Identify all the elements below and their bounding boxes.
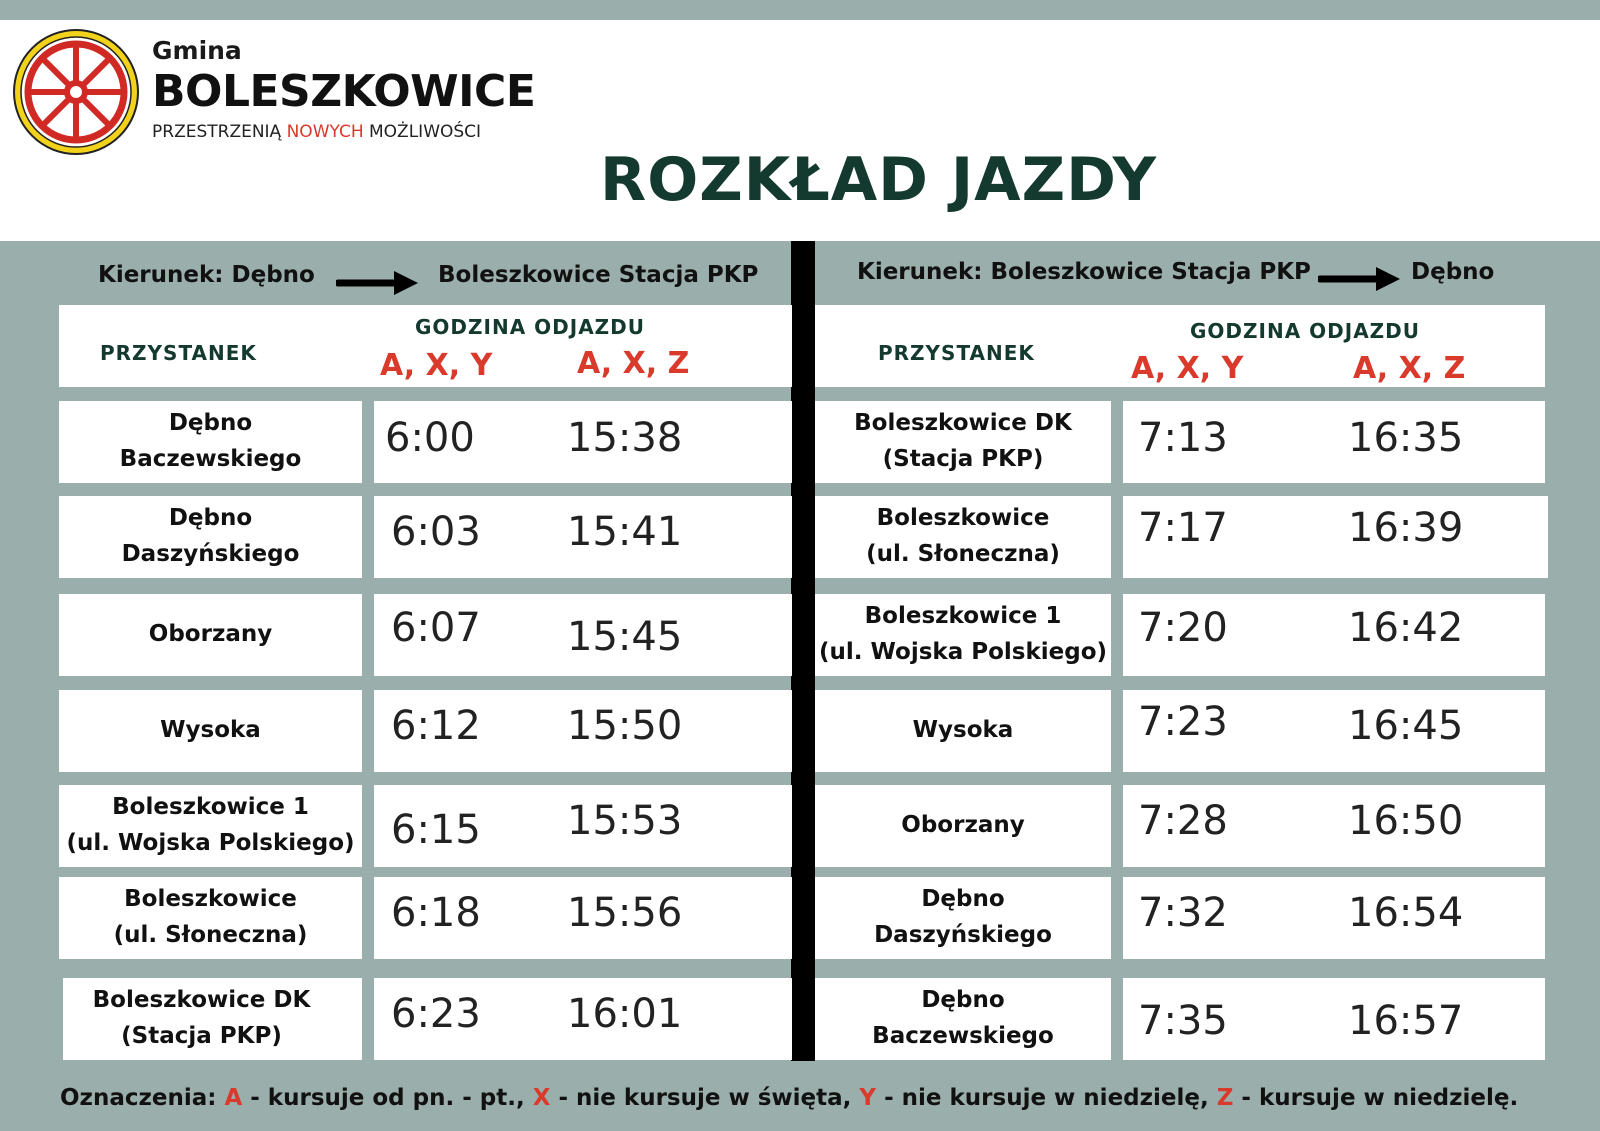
right-header-code2: A, X, Z [1353,351,1466,386]
tagline-part2: NOWYCH [286,122,364,142]
left-header-code2: A, X, Z [577,346,690,381]
right-time-6a: 7:32 [1138,890,1228,936]
left-time-2b: 15:41 [567,509,683,555]
left-time-7a: 6:23 [391,991,481,1037]
left-time-1b: 15:38 [567,415,683,461]
right-time-4a: 7:23 [1138,699,1228,745]
tagline-part1: PRZESTRZENIĄ [152,122,287,142]
right-stop-4: Wysoka [912,717,1014,744]
page-title: ROZKŁAD JAZDY [600,145,1158,215]
legend-text-a: - kursuje od pn. - pt., [242,1085,533,1111]
right-time-3a: 7:20 [1138,605,1228,651]
legend-code-x: X [532,1085,551,1111]
left-stop-5: Boleszkowice 1 (ul. Wojska Polskiego) [66,794,355,856]
right-time-7a: 7:35 [1138,998,1228,1044]
right-stop-6: Dębno Daszyńskiego [874,886,1052,948]
right-header-stop: PRZYSTANEK [878,341,1035,365]
legend-code-a: A [224,1085,243,1111]
right-stop-3: Boleszkowice 1 (ul. Wojska Polskiego) [818,603,1108,665]
right-time-1a: 7:13 [1138,415,1228,461]
left-direction-from: Kierunek: Dębno [98,262,315,288]
right-stop-7: Dębno Baczewskiego [872,987,1054,1049]
left-stop-6: Boleszkowice (ul. Słoneczna) [113,886,308,948]
right-time-7b: 16:57 [1348,998,1464,1044]
legend [60,1085,1518,1111]
left-stop-1: Dębno Baczewskiego [119,410,302,472]
right-direction-from: Kierunek: Boleszkowice Stacja PKP [857,259,1311,285]
right-time-6b: 16:54 [1348,890,1464,936]
gmina-label: Gmina [152,36,242,65]
right-time-1b: 16:35 [1348,415,1464,461]
right-direction-to: Dębno [1411,259,1495,285]
right-time-3b: 16:42 [1348,605,1464,651]
left-time-6b: 15:56 [567,890,683,936]
legend-code-y: Y [859,1085,877,1111]
left-time-1a: 6:00 [385,415,475,461]
left-stop-4: Wysoka [160,717,261,744]
right-time-5a: 7:28 [1138,798,1228,844]
legend-text-y: - nie kursuje w niedzielę, [876,1085,1217,1111]
left-header-stop: PRZYSTANEK [100,341,257,365]
legend-code-z: Z [1216,1085,1234,1111]
tagline [152,122,481,142]
right-stop-2: Boleszkowice (ul. Słoneczna) [866,505,1060,567]
brand-name: BOLESZKOWICE [152,66,536,117]
left-time-3a: 6:07 [391,605,481,651]
left-time-3b: 15:45 [567,614,683,660]
right-time-2a: 7:17 [1138,505,1228,551]
legend-text-x: - nie kursuje w święta, [550,1085,860,1111]
left-stop-7: Boleszkowice DK (Stacja PKP) [92,987,311,1049]
legend-text-z: - kursuje w niedzielę. [1233,1085,1519,1111]
left-header-departure: GODZINA ODJAZDU [415,315,646,339]
left-time-7b: 16:01 [567,991,683,1037]
right-header-departure: GODZINA ODJAZDU [1190,319,1421,343]
right-stop-1: Boleszkowice DK (Stacja PKP) [854,410,1072,472]
right-stop-5: Oborzany [901,812,1025,839]
left-time-5a: 6:15 [391,807,481,853]
right-direction-arrow-icon [1318,264,1402,294]
gmina-crest-logo [12,28,140,156]
left-stop-2: Dębno Daszyńskiego [121,505,300,567]
column-divider [791,241,815,1061]
left-time-5b: 15:53 [567,798,683,844]
left-header-code1: A, X, Y [380,348,493,383]
right-time-5b: 16:50 [1348,798,1464,844]
tagline-part3: MOŻLIWOŚCI [363,122,482,142]
left-direction-arrow-icon [336,268,420,298]
left-time-2a: 6:03 [391,509,481,555]
right-time-2b: 16:39 [1348,505,1464,551]
left-stop-3: Oborzany [148,621,273,648]
legend-label: Oznaczenia: [60,1085,225,1111]
right-header-code1: A, X, Y [1131,351,1244,386]
left-time-6a: 6:18 [391,890,481,936]
left-direction-to: Boleszkowice Stacja PKP [438,262,759,288]
left-time-4a: 6:12 [391,703,481,749]
right-time-4b: 16:45 [1348,703,1464,749]
left-time-4b: 15:50 [567,703,683,749]
